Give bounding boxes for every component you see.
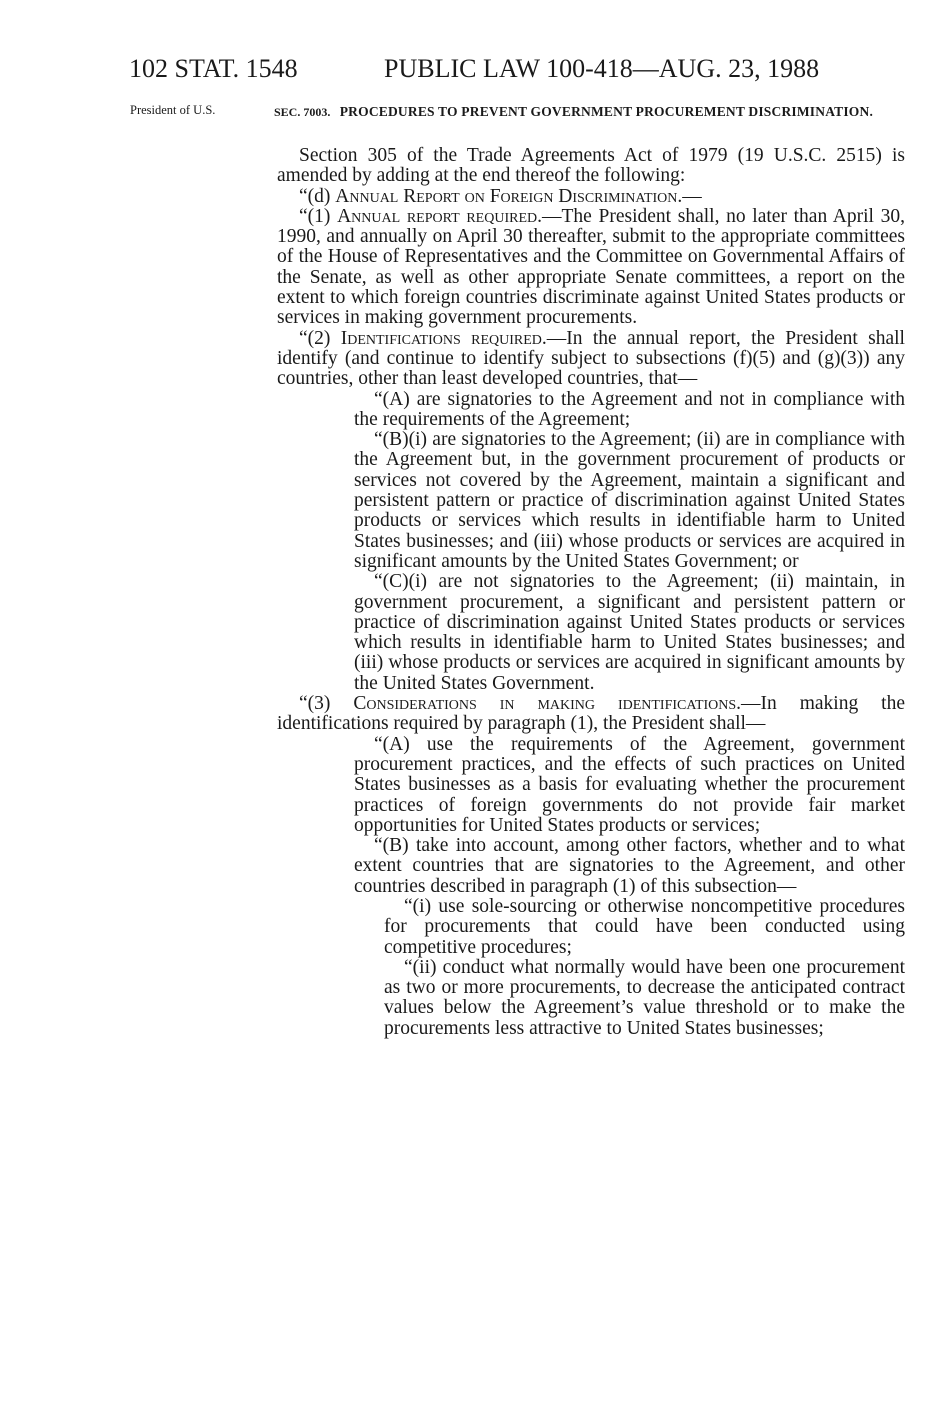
paragraph-heading: Annual report required. (337, 205, 542, 227)
paragraph-text: Section 305 of the Trade Agreements Act of 1979 (19 U.S.C. 2515) is amended by adding at the end thereof the following: (277, 145, 905, 187)
paragraph-text: —In making the identifications required by paragraph (1), the President shall— (277, 693, 905, 735)
paragraph-text: —In the annual report, the President shall identify (and continue to identify subject to subsections (f)(5) and (g)(3)) any countries, other than least developed countries, that— (277, 327, 905, 390)
subparagraph-2c (354, 572, 905, 694)
section-body (277, 146, 905, 1039)
paragraph-prefix: “(3) (299, 693, 354, 715)
paragraph-text: “(ii) conduct what normally would have been one procurement as two or more procurements, to decrease the anticipated contract values below the Agreement’s value threshold or to make the procurements less attractive to United States businesses; (384, 956, 905, 1039)
subparagraph-3a (354, 735, 905, 836)
paragraph-text: “(A) use the requirements of the Agreement, government procurement practices, and the effects of such practices on United States businesses as a basis for evaluating whether the procurement practices of foreign governments do not provide fair market opportunities for United States products or services; (354, 733, 905, 836)
paragraph-text: “(A) are signatories to the Agreement and not in compliance with the requirements of the Agreement; (354, 388, 905, 430)
margin-note: President of U.S. (130, 103, 216, 117)
paragraph-text: “(B) take into account, among other factors, whether and to what extent countries that are signatories to the Agreement, and other countries described in paragraph (1) of this subsection— (354, 835, 905, 897)
paragraph-heading: Considerations in making identifications. (353, 693, 742, 715)
clause-3b-ii (384, 958, 905, 1039)
paragraph-text: —The President shall, no later than April 30, 1990, and annually on April 30 thereafter, submit to the appropriate committees of the House of Representatives and the Committee on Governmental Affairs of the Senate, as well as other appropriate Senate committees, a report on the extent to which foreign countries discriminate against United States products or services in making government procurements. (277, 205, 906, 329)
section-title: PROCEDURES TO PREVENT GOVERNMENT PROCUREMENT DISCRIMINATION. (339, 104, 874, 119)
public-law-title: PUBLIC LAW 100-418—AUG. 23, 1988 (384, 54, 820, 83)
clause-3b-i (384, 897, 905, 958)
paragraph-2 (277, 329, 905, 390)
paragraph-prefix: “(d) (299, 185, 336, 207)
intro-paragraph (277, 146, 905, 187)
paragraph-text: “(C)(i) are not signatories to the Agreement; (ii) maintain, in government procurement, a significant and persistent pattern or practice of discrimination against United States products or services which results in identifiable harm to United States businesses; and (iii) whose products or services are acquired in significant amounts by the United States Government. (354, 571, 905, 694)
paragraph-prefix: “(1) (299, 205, 338, 227)
paragraph-text: “(i) use sole-sourcing or otherwise noncompetitive procedures for procurements that could have been conducted using competitive procedures; (384, 895, 905, 958)
subsection-d (277, 187, 905, 207)
paragraph-3 (277, 694, 905, 735)
section-heading (274, 103, 906, 121)
paragraph-1 (277, 207, 905, 329)
section-number: SEC. 7003. (274, 105, 331, 119)
paragraph-text: “(B)(i) are signatories to the Agreement; (ii) are in compliance with the Agreement but, in the government procurement of products or services not covered by the Agreement, maintain a significant and persistent pattern or practice of discrimination against United States products or services which results in identifiable harm to United States businesses; and (iii) whose products or services are acquired in significant amounts by the United States Government; or (354, 429, 905, 572)
paragraph-heading: Identifications required. (340, 327, 547, 349)
subparagraph-2a (354, 390, 905, 431)
paragraph-prefix: “(2) (299, 327, 341, 349)
subparagraph-2b (354, 430, 905, 572)
subparagraph-3b (354, 836, 905, 897)
paragraph-heading: Annual Report on Foreign Discrimination.— (335, 185, 702, 207)
stat-page-number: 102 STAT. 1548 (129, 54, 298, 83)
